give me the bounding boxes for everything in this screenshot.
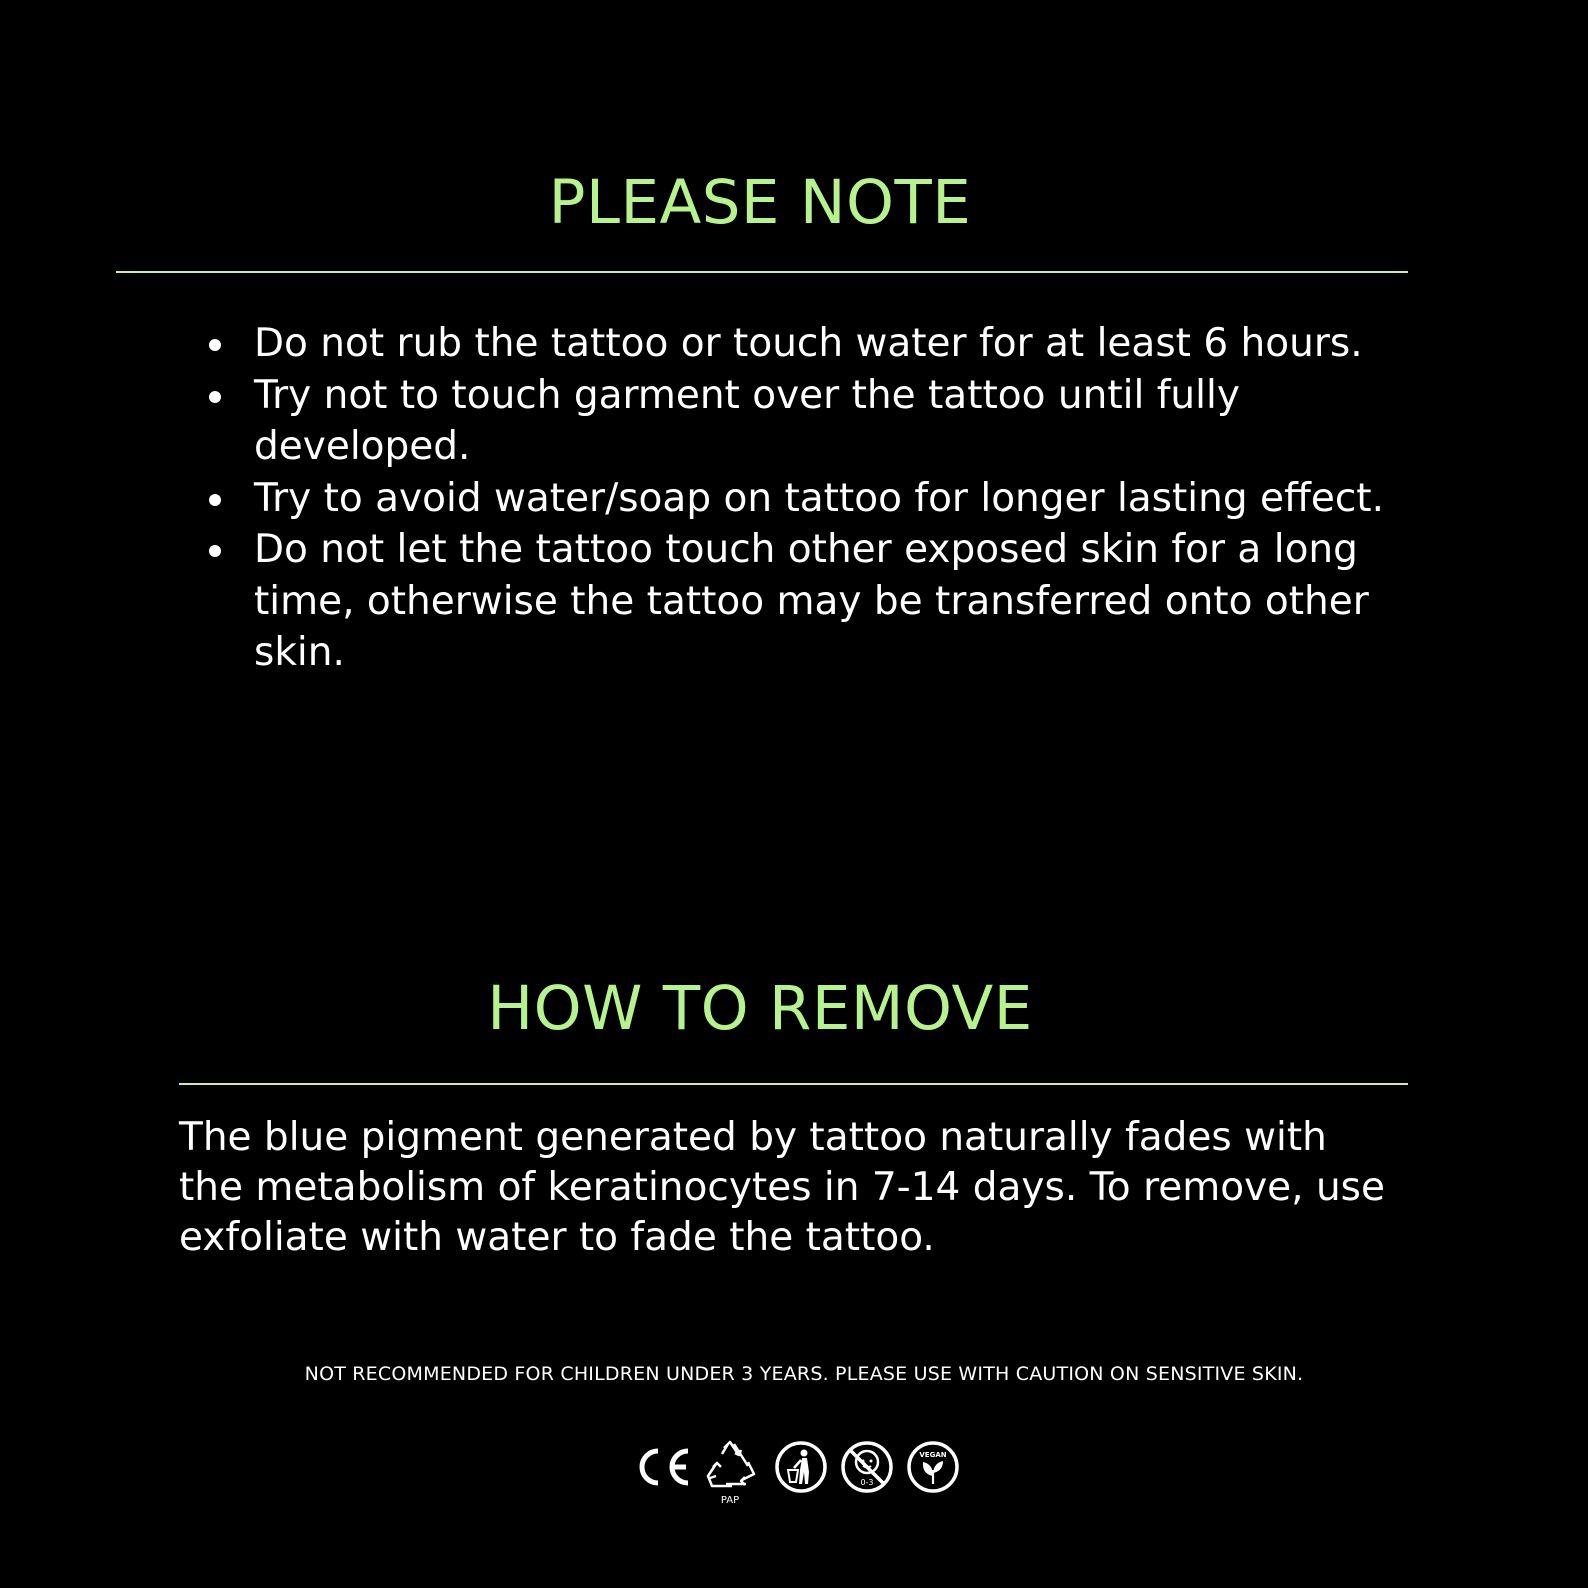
vegan-label: VEGAN xyxy=(919,1451,947,1459)
bullet-icon xyxy=(209,391,221,403)
age-label: 0-3 xyxy=(860,1478,874,1487)
note-item-text: Do not let the tattoo touch other exposed skin for a long time, otherwise the tattoo may be transferred onto other skin. xyxy=(254,527,1369,675)
ce-mark-icon xyxy=(634,1446,694,1488)
note-item-text: Try to avoid water/soap on tattoo for longer lasting effect. xyxy=(254,475,1384,521)
how-to-remove-divider xyxy=(179,1083,1408,1085)
no-child-icon xyxy=(840,1440,894,1494)
note-item xyxy=(254,473,1384,525)
note-item-text: Try not to touch garment over the tattoo until fully developed. xyxy=(254,372,1240,469)
note-item xyxy=(254,524,1384,679)
note-item xyxy=(254,318,1384,370)
caution-notice: NOT RECOMMENDED FOR CHILDREN UNDER 3 YEARS. PLEASE USE WITH CAUTION ON SENSITIVE SKIN. xyxy=(304,1363,1304,1385)
how-to-remove-heading: HOW TO REMOVE xyxy=(487,973,1033,1044)
bullet-icon xyxy=(209,494,221,506)
bullet-icon xyxy=(209,339,221,351)
bullet-icon xyxy=(209,545,221,557)
note-item-text: Do not rub the tattoo or touch water for at least 6 hours. xyxy=(254,321,1363,366)
please-note-heading: PLEASE NOTE xyxy=(548,167,972,238)
vegan-icon xyxy=(906,1440,960,1494)
please-note-divider xyxy=(116,271,1408,273)
removal-instructions: The blue pigment generated by tattoo naturally fades with the metabolism of keratinocytes in 7-14 days. To remove, use exfoliate with water to fade the tattoo. xyxy=(179,1115,1385,1260)
trash-bin-icon xyxy=(774,1440,828,1494)
recycle-icon xyxy=(704,1440,756,1492)
pap-label: PAP xyxy=(720,1495,740,1506)
please-note-list xyxy=(254,318,1384,679)
note-item xyxy=(254,370,1384,473)
